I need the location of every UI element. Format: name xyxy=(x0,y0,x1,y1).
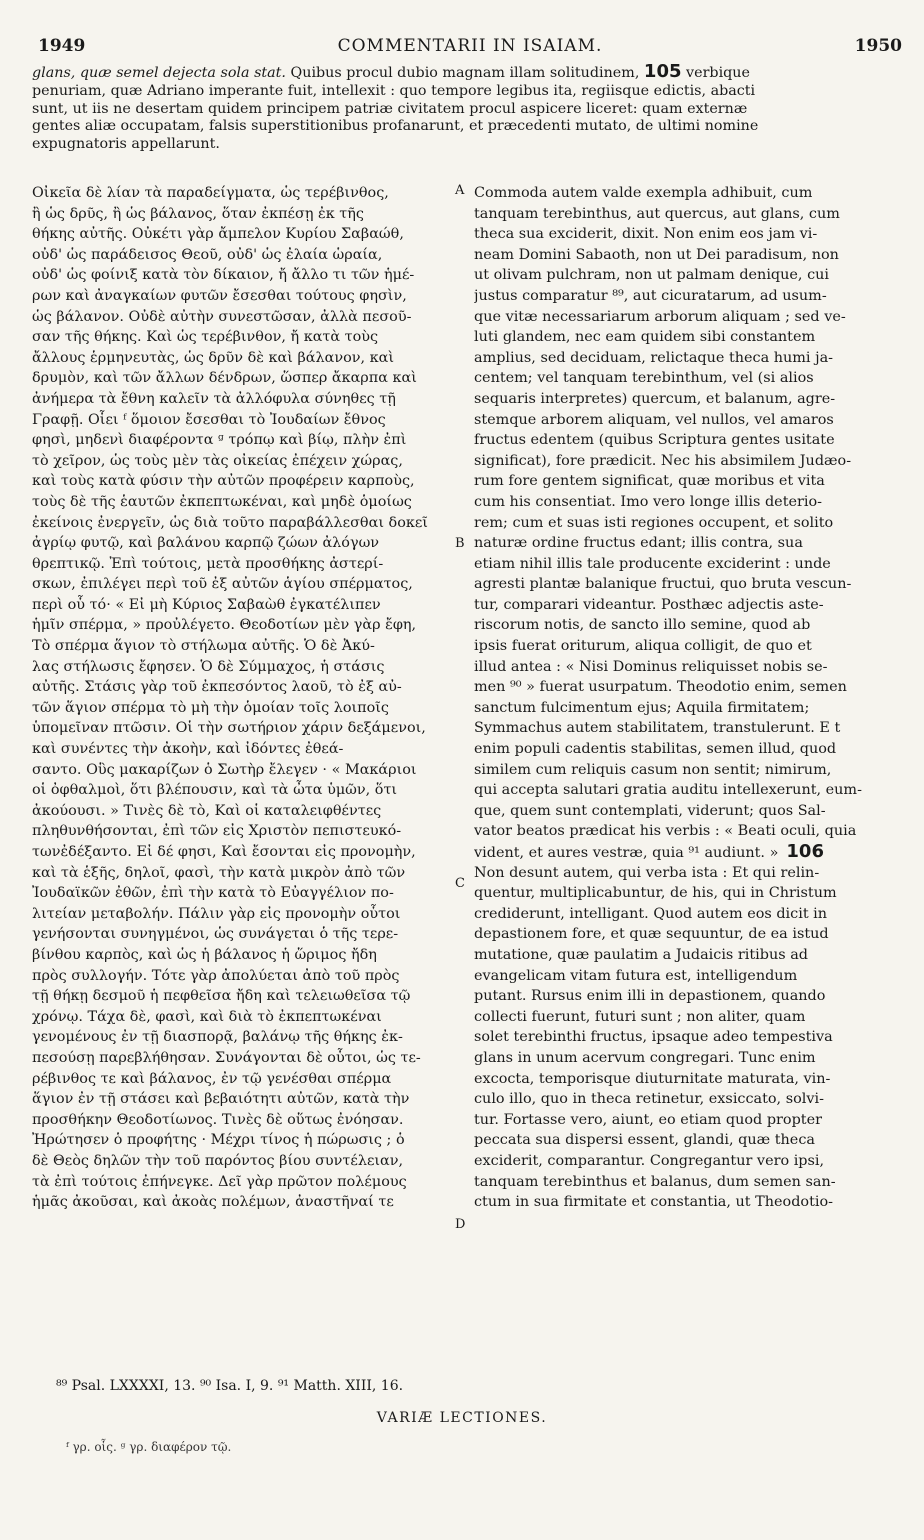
greek-line: οἱ ὀφθαλμοὶ, ὅτι βλέπουσιν, καὶ τὰ ὦτα ὑμῶν, ὅτι xyxy=(32,782,398,799)
latin-line: naturæ ordine fructus edant; illis contra, sua xyxy=(474,535,803,552)
greek-line: θήκης αὐτῆς. Οὐκέτι γὰρ ἄμπελον Κυρίου Σαβαώθ, xyxy=(32,226,404,243)
latin-line: peccata sua dispersi essent, glandi, quæ theca xyxy=(474,1132,815,1149)
greek-line: καὶ τοὺς κατὰ φύσιν τὴν αὐτῶν προφέρειν καρποὺς, xyxy=(32,473,415,490)
latin-line: similem cum reliquis casum non sentit; nimirum, xyxy=(474,761,832,778)
column-number-106: 106 xyxy=(786,842,824,862)
greek-line: οὐδ' ὡς φοίνιξ κατὰ τὸν δίκαιον, ἤ ἄλλο τι τῶν ἡμέ- xyxy=(32,267,415,284)
latin-line: rem; cum et suas isti regiones occupent, et solito xyxy=(474,514,834,531)
greek-line: Τὸ σπέρμα ἅγιον τὸ στήλωμα αὐτῆς. Ὁ δὲ Ἀκύ- xyxy=(32,638,375,655)
latin-line: exciderit, comparantur. Congregantur vero ipsi, xyxy=(474,1152,825,1169)
greek-line: καὶ συνέντες τὴν ἀκοὴν, καὶ ἰδόντες ἐθεά- xyxy=(32,741,344,758)
greek-line: ἄλλους ἑρμηνευτὰς, ὡς δρῦν δὲ καὶ βάλανον, καὶ xyxy=(32,349,394,366)
latin-line: sanctum fulcimentum ejus; Aquila firmitatem; xyxy=(474,699,810,716)
latin-line: tanquam terebinthus et balanus, dum semen san- xyxy=(474,1173,836,1190)
latin-line: Symmachus autem stabilitatem, transtulerunt. E t xyxy=(474,720,841,737)
latin-line: tanquam terebinthus, aut quercus, aut glans, cum xyxy=(474,205,840,222)
latin-line: ut olivam pulchram, non ut palmam denique, cui xyxy=(474,267,830,284)
greek-line: οὐδ' ὡς παράδεισος Θεοῦ, οὐδ' ὡς ἐλαία ὡραία, xyxy=(32,246,383,263)
latin-line: que, quem sunt contemplati, viderunt; quos Sal- xyxy=(474,802,826,819)
latin-line xyxy=(474,842,898,863)
latin-line: fructus edentem (quibus Scriptura gentes usitate xyxy=(474,432,835,449)
latin-line: amplius, sed deciduam, relictaque theca humi ja- xyxy=(474,349,834,366)
latin-line: que vitæ necessariarum arborum aliquam ; sed ve- xyxy=(474,308,846,325)
intro-line-1 xyxy=(32,63,898,83)
intro-paragraph xyxy=(32,63,898,154)
intro-line-1-italic: glans, quæ semel dejecta sola stat. xyxy=(32,65,286,81)
latin-line: quentur, multiplicabuntur, de his, qui in Christum xyxy=(474,885,837,902)
greek-line: τῇ θήκῃ δεσμοῦ ἡ πεφθεῖσα ἤδη καὶ τελειωθεῖσα τῷ xyxy=(32,988,411,1005)
latin-line: vator beatos prædicat his verbis : « Beati oculi, quia xyxy=(474,823,857,840)
greek-line: γενήσονται συνηγμένοι, ὡς συνάγεται ὁ τῆς τερε- xyxy=(32,926,399,943)
latin-line: glans in unum acervum congregari. Tunc enim xyxy=(474,1049,816,1066)
greek-line: ρων καὶ ἀναγκαίων φυτῶν ἔσεσθαι τούτους φησὶν, xyxy=(32,287,407,304)
latin-line: justus comparatur ⁸⁹, aut cicuratarum, ad usum- xyxy=(474,287,827,304)
latin-line: theca sua exciderit, dixit. Non enim eos jam vi- xyxy=(474,226,818,243)
greek-line: ἐκείνοις ἐνεργεῖν, ὡς διὰ τοῦτο παραβάλλεσθαι δοκεῖ xyxy=(32,514,428,531)
latin-line: men ⁹⁰ » fuerat usurpatum. Theodotio enim, semen xyxy=(474,679,847,696)
latin-line: solet terebinthi fructus, ipsaque adeo tempestiva xyxy=(474,1029,833,1046)
latin-line: culo illo, quo in theca retinetur, exsiccato, solvi- xyxy=(474,1091,824,1108)
greek-line: ἅγιον ἐν τῇ στάσει καὶ βεβαιότητι αὐτῶν, κατὰ τὴν xyxy=(32,1091,410,1108)
latin-line: Non desunt autem, qui verba ista : Et qui relin- xyxy=(474,864,820,881)
latin-line: tur. Fortasse vero, aiunt, eo etiam quod propter xyxy=(474,1111,822,1128)
greek-line: ἢ ὡς δρῦς, ἢ ὡς βάλανος, ὅταν ἐκπέσῃ ἐκ τῆς xyxy=(32,205,364,222)
variants-heading: VARIÆ LECTIONES. xyxy=(376,1410,548,1426)
greek-line: καὶ τὰ ἑξῆς, δηλοῖ, φασὶ, τὴν κατὰ μικρὸν ἀπὸ τῶν xyxy=(32,864,406,881)
greek-line: τὸ χεῖρον, ὡς τοὺς μὲν τὰς οἰκείας ἐπέχειν χώρας, xyxy=(32,452,403,469)
greek-line: προσθήκην Θεοδοτίωνος. Τινὲς δὲ οὕτως ἐνόησαν. xyxy=(32,1111,404,1128)
greek-line: λιτείαν μεταβολήν. Πάλιν γὰρ εἰς προνομὴν οὗτοι xyxy=(32,905,401,922)
greek-line: τὰ ἐπὶ τούτοις ἐπήνεγκε. Δεῖ γὰρ πρῶτον πολέμους xyxy=(32,1173,407,1190)
latin-line: putant. Rursus enim illi in depastionem, quando xyxy=(474,988,826,1005)
greek-line: Ἠρώτησεν ὁ προφήτης · Μέχρι τίνος ἡ πώρωσις ; ὁ xyxy=(32,1132,405,1149)
greek-line: ἀνήμερα τὰ ἔθνη καλεῖν τὰ ἀλλόφυλα σύνηθες τῇ xyxy=(32,390,396,407)
greek-line: ὡς βάλανον. Οὐδὲ αὐτὴν συνεστῶσαν, ἀλλὰ πεσοῦ- xyxy=(32,308,412,325)
latin-line: depastionem fore, et quæ sequuntur, de ea istud xyxy=(474,926,829,943)
latin-line: ctum in sua firmitate et constantia, ut Theodotio- xyxy=(474,1194,834,1211)
latin-line: ipsis fuerat oriturum, aliqua colligit, de quo et xyxy=(474,638,812,655)
intro-line-1-end: verbique xyxy=(681,65,750,81)
latin-line: luti glandem, nec eam quidem sibi constantem xyxy=(474,329,816,346)
greek-line: πληθυνθήσονται, ἐπὶ τῶν εἰς Χριστὸν πεπιστευκό- xyxy=(32,823,402,840)
greek-line: πρὸς συλλογήν. Τότε γὰρ ἀπολύεται ἀπὸ τοῦ πρὸς xyxy=(32,967,400,984)
greek-line: τωνἐδέξαντο. Εἰ δέ φησι, Καὶ ἔσονται εἰς προνομὴν, xyxy=(32,844,416,860)
footnotes: ⁸⁹ Psal. LXXXXI, 13. ⁹⁰ Isa. I, 9. ⁹¹ Matth. XIII, 16. xyxy=(56,1378,404,1394)
greek-line: ρέβινθος τε καὶ βάλανος, ἐν τῷ γενέσθαι σπέρμα xyxy=(32,1070,392,1087)
greek-line: ἀγρίῳ φυτῷ, καὶ βαλάνου καρπῷ ζώων ἀλόγων xyxy=(32,535,380,552)
variant-readings: ᶠ γρ. οἷς. ᵍ γρ. διαφέρον τῷ. xyxy=(66,1440,232,1454)
margin-marker-a: A xyxy=(455,183,465,198)
greek-line: χρόνῳ. Τάχα δὲ, φασὶ, καὶ διὰ τὸ ἐκπεπτωκέναι xyxy=(32,1008,382,1025)
greek-line: ἡμᾶς ἀκοῦσαι, καὶ ἀκοὰς πολέμων, ἀναστῆναί τε xyxy=(32,1194,394,1211)
latin-line: crediderunt, intelligant. Quod autem eos dicit in xyxy=(474,905,828,922)
greek-line: δρυμὸν, καὶ τῶν ἄλλων δένδρων, ὥσπερ ἄκαρπα καὶ xyxy=(32,370,417,387)
latin-line: stemque arborem aliquam, vel nullos, vel amaros xyxy=(474,411,834,428)
latin-line: sequaris interpretes) quercum, et balanum, agre- xyxy=(474,390,836,407)
greek-line: βίνθου καρπὸς, καὶ ὡς ἡ βάλανος ἡ ὥριμος ἤδη xyxy=(32,946,377,963)
greek-line: φησὶ, μηδενὶ διαφέροντα ᵍ τρόπῳ καὶ βίῳ, πλὴν ἐπὶ xyxy=(32,432,407,449)
page-header xyxy=(38,36,902,58)
greek-line: τῶν ἅγιον σπέρμα τὸ μὴ τὴν ὁμοίαν τοῖς λοιποῖς xyxy=(32,699,389,716)
greek-line: δὲ Θεὸς δηλῶν τὴν τοῦ παρόντος βίου συντέλειαν, xyxy=(32,1152,404,1169)
latin-line: mutatione, quæ paulatim a Judaicis ritibus ad xyxy=(474,946,808,963)
greek-line: τοὺς δὲ τῆς ἑαυτῶν ἐκπεπτωκέναι, καὶ μηδὲ ὁμοίως xyxy=(32,493,412,510)
page-number-right: 1950 xyxy=(854,36,902,56)
latin-line-text: vident, et aures vestræ, quia ⁹¹ audiunt. » xyxy=(474,845,779,861)
greek-line: Ἰουδαϊκῶν ἐθῶν, ἐπὶ τὴν κατὰ τὸ Εὐαγγέλιον πο- xyxy=(32,885,394,902)
latin-line: centem; vel tanquam terebinthum, vel (si alios xyxy=(474,370,814,387)
latin-line: enim populi cadentis stabilitas, semen illud, quod xyxy=(474,741,837,758)
latin-line: riscorum notis, de sancto illo semine, quod ab xyxy=(474,617,811,634)
margin-marker-d: D xyxy=(455,1217,466,1232)
greek-line: σαντο. Οὓς μακαρίζων ὁ Σωτὴρ ἔλεγεν · « Μακάριοι xyxy=(32,761,417,778)
greek-line: λας στήλωσις ἔφησεν. Ὁ δὲ Σύμμαχος, ἡ στάσις xyxy=(32,658,385,675)
greek-line: σαν τῆς θήκης. Καὶ ὡς τερέβινθον, ἤ κατὰ τοὺς xyxy=(32,329,379,346)
column-number-105: 105 xyxy=(643,63,682,82)
greek-line: πεσούσῃ παρεβλήθησαν. Συνάγονται δὲ οὗτοι, ὡς τε- xyxy=(32,1049,421,1066)
greek-line: Γραφῇ. Οἷει ᶠ ὅμοιον ἔσεσθαι τὸ Ἰουδαίων ἔθνος xyxy=(32,411,386,428)
greek-line: σκων, ἐπιλέγει περὶ τοῦ ἐξ αὐτῶν ἁγίου σπέρματος, xyxy=(32,576,413,593)
greek-line: αὐτῆς. Στάσις γὰρ τοῦ ἐκπεσόντος λαοῦ, τὸ ἐξ αὐ- xyxy=(32,679,402,696)
greek-line: ἡμῖν σπέρμα, » προὐλέγετο. Θεοδοτίων μὲν γὰρ ἔφη, xyxy=(32,617,417,634)
margin-marker-b: B xyxy=(455,536,465,551)
latin-line: significat), fore prædicit. Nec his absimilem Judæo- xyxy=(474,452,852,469)
page-number-left: 1949 xyxy=(38,36,86,56)
latin-line: agresti plantæ balanique fructui, quo bruta vescun- xyxy=(474,576,852,593)
running-title: COMMENTARII IN ISAIAM. xyxy=(337,36,603,56)
latin-line: illud antea : « Nisi Dominus reliquisset nobis se- xyxy=(474,658,828,675)
latin-line: cum his consentiat. Imo vero longe illis deterio- xyxy=(474,493,823,510)
latin-line: rum fore gentem significat, quæ moribus et vita xyxy=(474,473,825,490)
greek-line: Οἰκεῖα δὲ λίαν τὰ παραδείγματα, ὡς τερέβινθος, xyxy=(32,185,389,201)
latin-line: collecti fuerunt, futuri sunt ; non aliter, quam xyxy=(474,1008,806,1025)
greek-line: θρεπτικῷ. Ἐπὶ τούτοις, μετὰ προσθήκης ἀστερί- xyxy=(32,555,384,572)
intro-line-5: expugnatoris appellarunt. xyxy=(32,136,220,153)
latin-column xyxy=(474,183,898,1213)
latin-line: Commoda autem valde exempla adhibuit, cum xyxy=(474,185,813,201)
latin-line: evangelicam vitam futura est, intelligendum xyxy=(474,967,798,984)
greek-column xyxy=(32,183,456,1213)
greek-line: γενομένους ἐν τῇ διασπορᾷ, βαλάνῳ τῆς θήκης ἐκ- xyxy=(32,1029,403,1046)
greek-line: ἀκούουσι. » Τινὲς δὲ τὸ, Καὶ οἱ καταλειφθέντες xyxy=(32,802,382,819)
latin-line: tur, comparari videantur. Posthæc adjectis aste- xyxy=(474,596,824,613)
greek-line: περὶ οὗ τό· « Εἰ μὴ Κύριος Σαβαὼθ ἐγκατέλιπεν xyxy=(32,596,381,613)
greek-line: ὑπομεῖναν πτῶσιν. Οἱ τὴν σωτήριον χάριν δεξάμενοι, xyxy=(32,720,426,737)
intro-line-4: gentes aliæ occupatam, falsis superstitionibus profanarunt, et præcedenti mutato, de ultimi nomine xyxy=(32,118,759,135)
margin-marker-c: C xyxy=(455,876,465,891)
intro-line-2: penuriam, quæ Adriano imperante fuit, intellexit : quo tempore legibus ita, regiisque edictis, abacti xyxy=(32,82,756,99)
latin-line: qui accepta salutari gratia auditu intellexerunt, eum- xyxy=(474,782,862,799)
intro-line-1-text: Quibus procul dubio magnam illam solitudinem, xyxy=(285,65,640,81)
latin-line: neam Domini Sabaoth, non ut Dei paradisum, non xyxy=(474,246,839,263)
latin-line: etiam nihil illis tale producente exciderint : unde xyxy=(474,555,831,572)
intro-line-3: sunt, ut iis ne desertam quidem principem patriæ civitatem procul aspicere liceret: quam externæ xyxy=(32,100,748,117)
latin-line: excocta, temporisque diuturnitate maturata, vin- xyxy=(474,1070,831,1087)
